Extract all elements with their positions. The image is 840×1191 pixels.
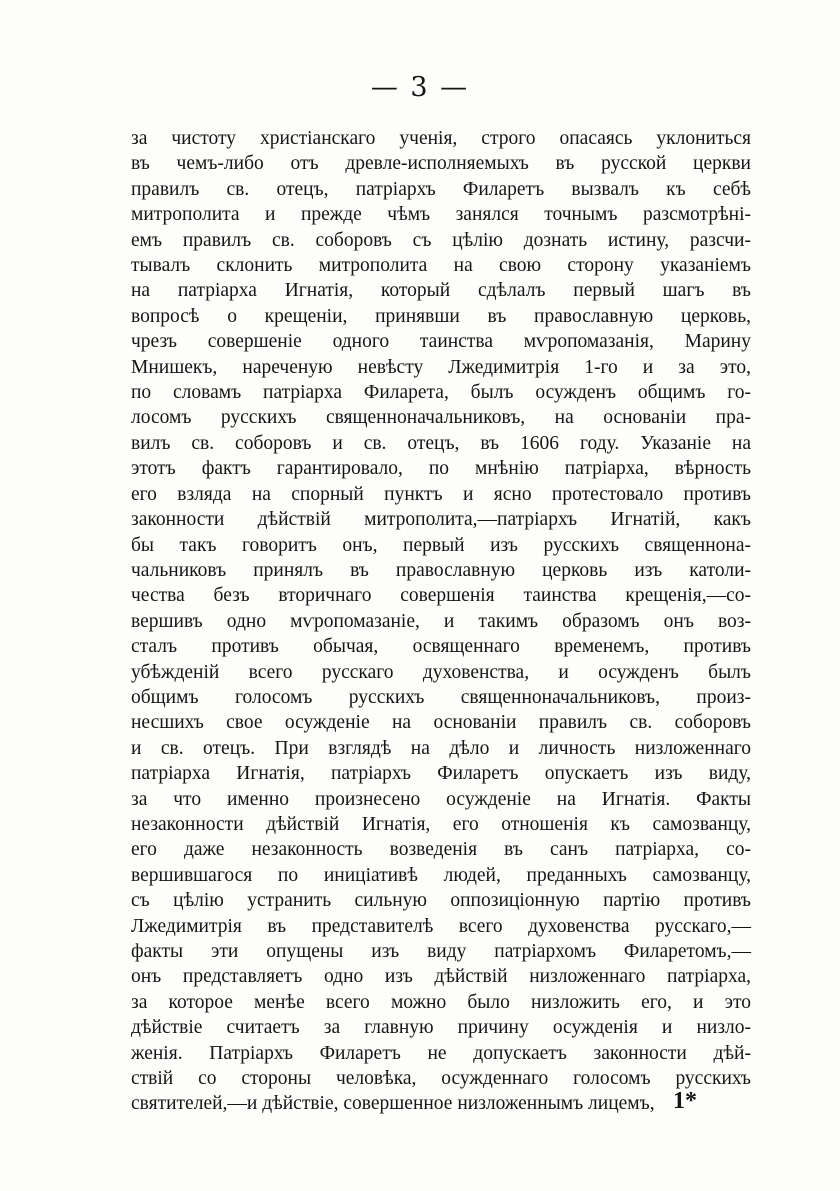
text-line: вопросѣ о крещеніи, принявши въ православную церковь, <box>131 305 751 327</box>
text-line: вершившагося по иниціативѣ людей, преданныхъ самозванцу, <box>131 864 751 886</box>
text-line: онъ представляетъ одно изъ дѣйствій низложеннаго патріарха, <box>131 966 751 988</box>
text-line: его взляда на спорный пунктъ и ясно протестовало противъ <box>131 483 751 505</box>
text-line: за что именно произнесено осужденіе на Игнатія. Факты <box>131 788 751 810</box>
signature-mark: 1* <box>673 1088 697 1114</box>
text-line: святителей,—и дѣйствіе, совершенное низложеннымъ лицемъ, <box>131 1093 655 1115</box>
text-line: чальниковъ принялъ въ православную церковь изъ католи- <box>131 559 751 581</box>
body-text <box>131 126 751 1117</box>
page-number-header: — 3 — <box>370 72 470 103</box>
text-line: патріарха Игнатія, патріархъ Филаретъ опускаетъ изъ виду, <box>131 763 751 785</box>
text-line: съ цѣлію устранить сильную оппозиціонную партію противъ <box>131 890 751 912</box>
text-line: за чистоту христіанскаго ученія, строго опасаясь уклониться <box>131 128 751 149</box>
text-line: этотъ фактъ гарантировало, по мнѣнію патріарха, вѣрность <box>131 458 751 480</box>
text-line: общимъ голосомъ русскихъ священноначальниковъ, произ- <box>131 686 751 708</box>
text-line: лосомъ русскихъ священноначальниковъ, на основаніи пра- <box>131 407 751 429</box>
text-line: чрезъ совершеніе одного таинства мѵропомазанія, Марину <box>131 331 751 353</box>
text-line: тывалъ склонить митрополита на свою сторону указаніемъ <box>131 255 751 277</box>
text-line: Мнишекъ, нареченую невѣсту Лжедимитрія 1-го и за это, <box>131 356 751 378</box>
text-line: женія. Патріархъ Филаретъ не допускаетъ законности дѣй- <box>131 1042 751 1064</box>
text-line: въ чемъ-либо отъ древле-исполняемыхъ въ русской церкви <box>131 153 751 175</box>
text-line: и св. отецъ. При взглядѣ на дѣло и личность низложеннаго <box>131 737 751 759</box>
text-line: чества безъ вторичнаго совершенія таинства крещенія,—со- <box>131 585 751 607</box>
text-line: Лжедимитрія въ представителѣ всего духовенства русскаго,— <box>131 915 751 937</box>
text-line: на патріарха Игнатія, который сдѣлалъ первый шагъ въ <box>131 280 751 302</box>
text-line: его даже незаконность возведенія въ санъ патріарха, со- <box>131 839 751 861</box>
text-line: правилъ св. отецъ, патріархъ Филаретъ вызвалъ къ себѣ <box>131 178 751 200</box>
text-line: несшихъ свое осужденіе на основаніи правилъ св. соборовъ <box>131 712 751 734</box>
text-line: вилъ св. соборовъ и св. отецъ, въ 1606 году. Указаніе на <box>131 432 751 454</box>
text-line: вершивъ одно мѵропомазаніе, и такимъ образомъ онъ воз- <box>131 610 751 632</box>
text-line: факты эти опущены изъ виду патріархомъ Филаретомъ,— <box>131 941 751 962</box>
text-line: по словамъ патріарха Филарета, былъ осужденъ общимъ го- <box>131 382 751 404</box>
text-line: ствій со стороны человѣка, осужденнаго голосомъ русскихъ <box>131 1068 751 1090</box>
text-line: дѣйствіе считаетъ за главную причину осужденія и низло- <box>131 1017 751 1039</box>
text-line: законности дѣйствій митрополита,—патріархъ Игнатій, какъ <box>131 509 751 531</box>
text-line: бы такъ говоритъ онъ, первый изъ русскихъ священнона- <box>131 534 751 556</box>
text-line: сталъ противъ обычая, освященнаго временемъ, противъ <box>131 636 751 658</box>
text-line: емъ правилъ св. соборовъ съ цѣлію дознать истину, разсчи- <box>131 229 751 251</box>
text-line: убѣжденій всего русскаго духовенства, и осужденъ былъ <box>131 661 751 683</box>
text-line: незаконности дѣйствій Игнатія, его отношенія къ самозванцу, <box>131 813 751 835</box>
text-line: за которое менѣе всего можно было низложить его, и это <box>131 991 751 1013</box>
text-line: митрополита и прежде чѣмъ занялся точнымъ разсмотрѣні- <box>131 204 751 226</box>
